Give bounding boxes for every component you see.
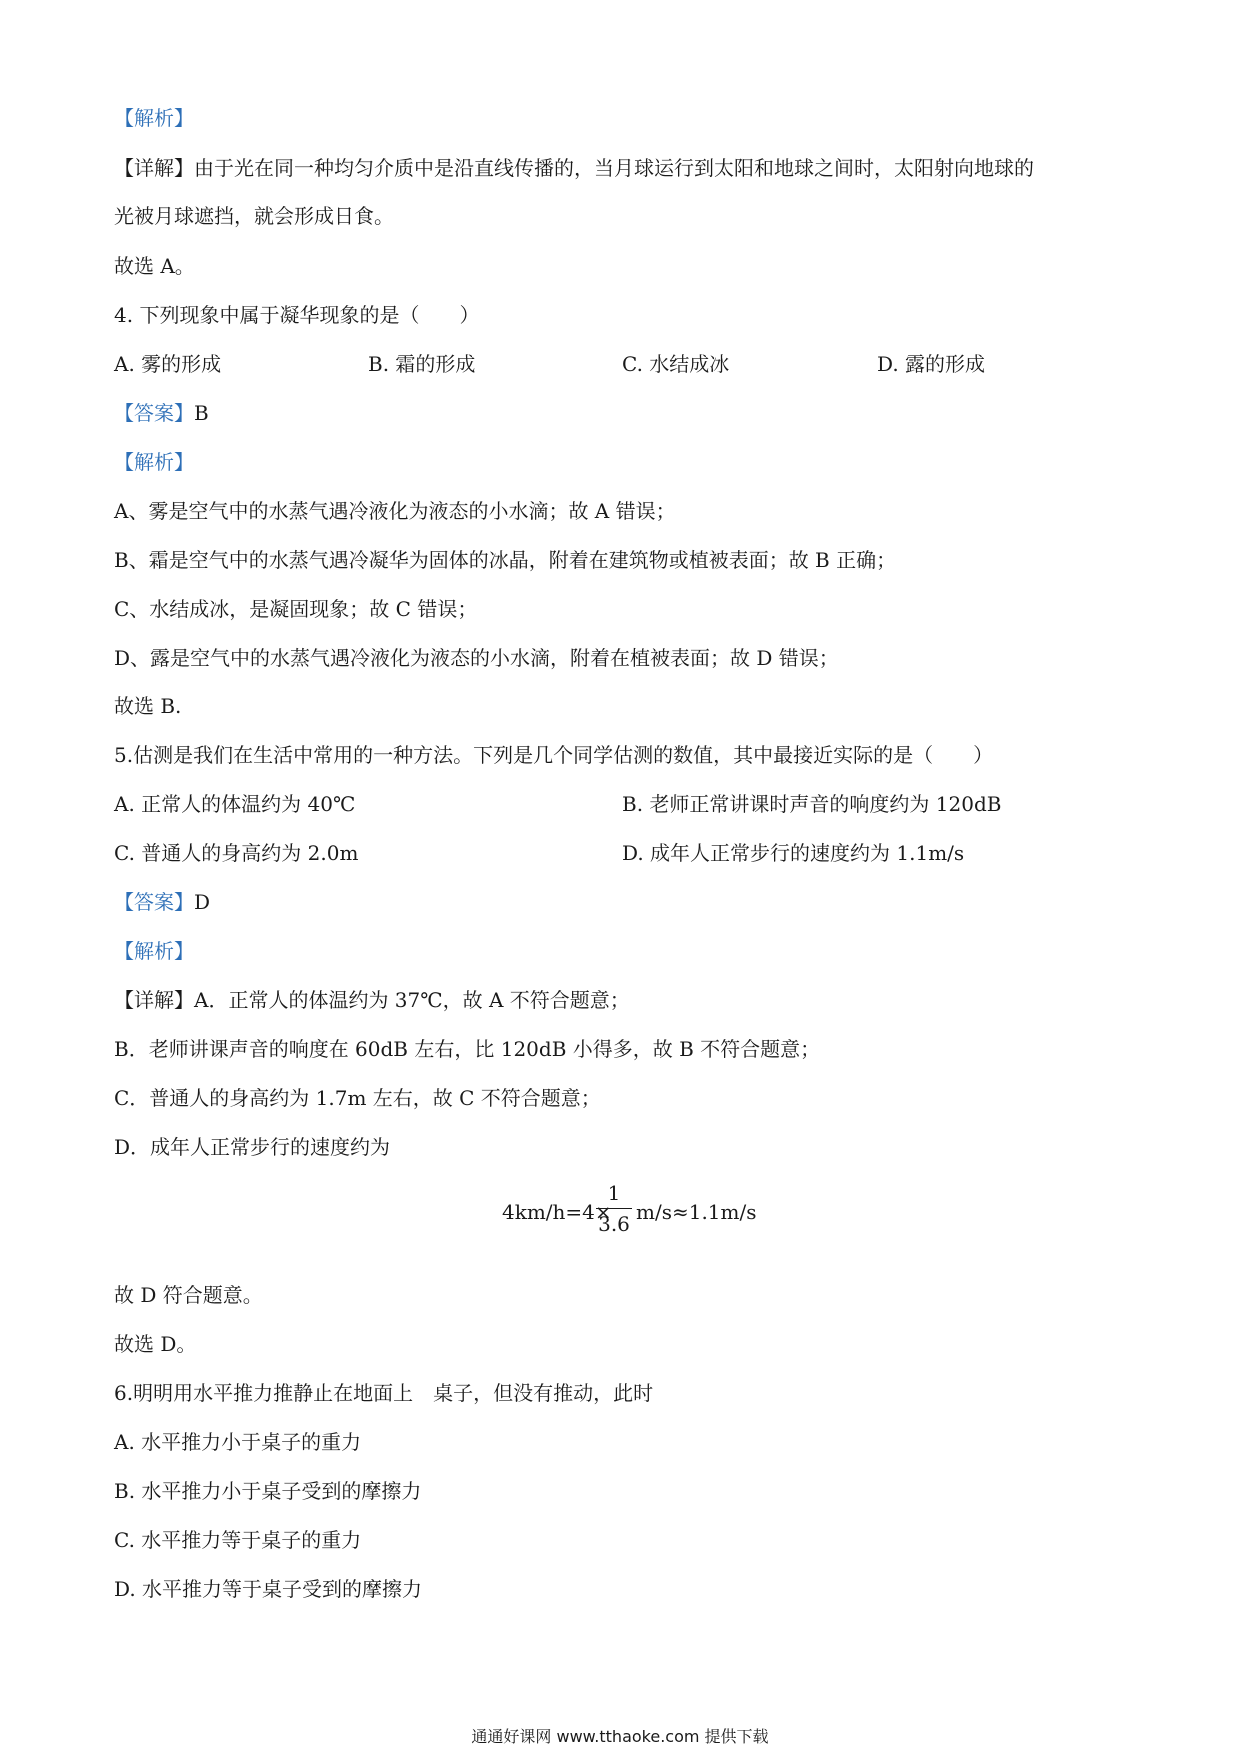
q5-detail-a bbox=[114, 987, 630, 1013]
q5-option-c: C. 普通人的身高约为 2.0m bbox=[114, 841, 359, 865]
q5-detail-b: B．老师讲课声音的响度在 60dB 左右，比 120dB 小得多，故 B 不符合题意； bbox=[114, 1037, 821, 1061]
q5-option-a: A. 正常人的体温约为 40℃ bbox=[114, 792, 356, 816]
analysis-heading: 【解析】 bbox=[114, 106, 194, 130]
formula-numerator: 1 bbox=[607, 1181, 621, 1205]
formula-lhs: 4km/h=4× bbox=[502, 1200, 612, 1224]
q4-analysis-d: D、露是空气中的水蒸气遇冷液化为液态的小水滴，附着在植被表面；故 D 错误； bbox=[114, 646, 839, 670]
conclusion: 故选 B. bbox=[114, 694, 182, 718]
question-6-stem: 6.明明用水平推力推静止在地面上 桌子，但没有推动，此时 bbox=[114, 1381, 654, 1405]
detail-paragraph-line: 光被月球遮挡，就会形成日食。 bbox=[114, 204, 394, 228]
detail-heading: 【详解】 bbox=[114, 156, 194, 180]
answer-value: B bbox=[194, 401, 209, 425]
q4-analysis-a: A、雾是空气中的水蒸气遇冷液化为液态的小水滴；故 A 错误； bbox=[114, 499, 676, 523]
speed-conversion-formula bbox=[502, 1180, 762, 1250]
q5-detail-c: C．普通人的身高约为 1.7m 左右，故 C 不符合题意； bbox=[114, 1086, 601, 1110]
formula-rhs: m/s≈1.1m/s bbox=[636, 1200, 757, 1224]
q5-after-formula: 故 D 符合题意。 bbox=[114, 1283, 263, 1307]
q4-analysis-b: B、霜是空气中的水蒸气遇冷凝华为固体的冰晶，附着在建筑物或植被表面；故 B 正确； bbox=[114, 548, 897, 572]
answer-heading: 【答案】 bbox=[114, 890, 194, 914]
q4-option-c: C. 水结成冰 bbox=[622, 352, 730, 376]
analysis-heading: 【解析】 bbox=[114, 450, 194, 474]
detail-text: 由于光在同一种均匀介质中是沿直线传播的，当月球运行到太阳和地球之间时，太阳射向地球的 bbox=[194, 156, 1034, 180]
analysis-heading: 【解析】 bbox=[114, 939, 194, 963]
q4-answer bbox=[114, 400, 209, 426]
detail-paragraph-line bbox=[114, 155, 1034, 181]
q4-option-d: D. 露的形成 bbox=[877, 352, 986, 376]
q5-answer bbox=[114, 889, 210, 915]
conclusion: 故选 D。 bbox=[114, 1332, 197, 1356]
question-5-stem: 5.估测是我们在生活中常用的一种方法。下列是几个同学估测的数值，其中最接近实际的是（ ） bbox=[114, 743, 994, 767]
formula-fraction bbox=[596, 1180, 632, 1237]
question-4-stem: 4. 下列现象中属于凝华现象的是（ ） bbox=[114, 303, 480, 327]
q6-option-c: C. 水平推力等于桌子的重力 bbox=[114, 1528, 362, 1552]
formula-denominator: 3.6 bbox=[598, 1212, 630, 1236]
detail-heading: 【详解】 bbox=[114, 988, 194, 1012]
q4-option-a: A. 雾的形成 bbox=[114, 352, 222, 376]
q6-option-d: D. 水平推力等于桌子受到的摩擦力 bbox=[114, 1577, 423, 1601]
detail-text: A．正常人的体温约为 37℃，故 A 不符合题意； bbox=[194, 988, 630, 1012]
q4-option-b: B. 霜的形成 bbox=[368, 352, 476, 376]
q4-analysis-c: C、水结成冰，是凝固现象；故 C 错误； bbox=[114, 597, 478, 621]
q5-detail-d: D．成年人正常步行的速度约为 bbox=[114, 1135, 391, 1159]
q5-option-b: B. 老师正常讲课时声音的响度约为 120dB bbox=[622, 792, 1002, 816]
page-footer: 通通好课网 www.tthaoke.com 提供下载 bbox=[471, 1727, 769, 1746]
q6-option-a: A. 水平推力小于桌子的重力 bbox=[114, 1430, 362, 1454]
q6-option-b: B. 水平推力小于桌子受到的摩擦力 bbox=[114, 1479, 422, 1503]
conclusion: 故选 A。 bbox=[114, 254, 195, 278]
answer-heading: 【答案】 bbox=[114, 401, 194, 425]
fraction-bar bbox=[596, 1208, 632, 1209]
answer-value: D bbox=[194, 890, 211, 914]
q5-option-d: D. 成年人正常步行的速度约为 1.1m/s bbox=[622, 841, 965, 865]
